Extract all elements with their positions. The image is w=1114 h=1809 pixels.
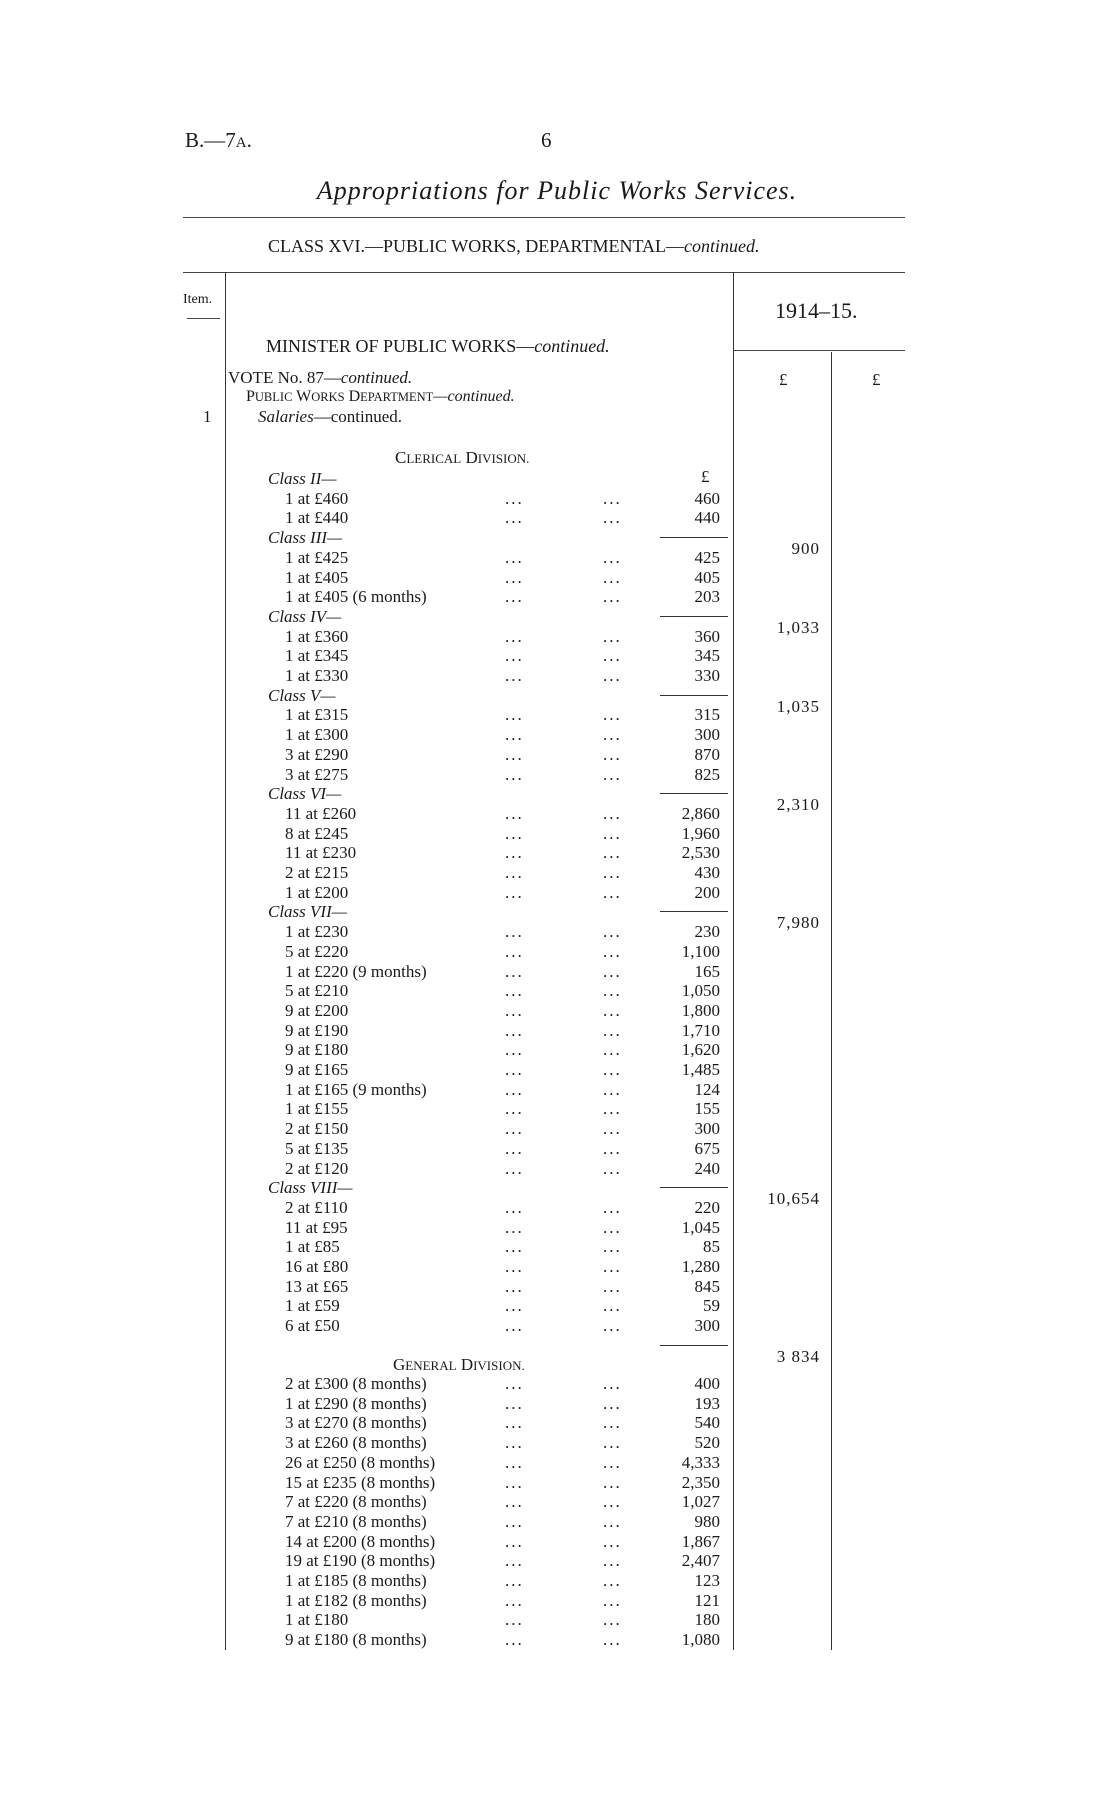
- table-row: [285, 646, 720, 666]
- row-amount: 300: [694, 1119, 720, 1139]
- leader-dots: ...: [505, 1551, 524, 1571]
- clerical-pound-symbol: £: [701, 467, 710, 486]
- row-amount: 1,867: [681, 1531, 720, 1551]
- row-label: 9 at £165: [285, 1060, 349, 1079]
- row-label: 9 at £180: [285, 1040, 349, 1060]
- leader-dots: ...: [505, 1590, 524, 1610]
- row-amount: 123: [694, 1571, 720, 1590]
- table-row: [285, 765, 720, 785]
- leader-dots: ...: [603, 725, 622, 745]
- leader-dots: ...: [505, 744, 524, 764]
- leader-dots: ...: [603, 1119, 622, 1139]
- row-label: 3 at £260 (8 months): [285, 1433, 427, 1453]
- table-row: [285, 883, 720, 903]
- leader-dots: ...: [505, 823, 524, 843]
- leader-dots: ...: [505, 764, 524, 784]
- table-row: [285, 548, 720, 568]
- table-row: [285, 1277, 720, 1297]
- leader-dots: ...: [505, 1630, 524, 1650]
- year-heading: 1914–15.: [775, 298, 858, 323]
- leader-dots: ...: [603, 1237, 622, 1257]
- leader-dots: ...: [505, 1433, 524, 1453]
- leader-dots: ...: [603, 1630, 622, 1650]
- row-amount: 193: [694, 1393, 720, 1413]
- table-row: [285, 922, 720, 942]
- leader-dots: ...: [505, 1257, 524, 1276]
- row-label: 1 at £155: [285, 1099, 349, 1119]
- row-amount: 440: [694, 508, 720, 528]
- leader-dots: ...: [603, 1590, 622, 1610]
- row-label: 1 at £230: [285, 922, 349, 942]
- row-amount: 2,350: [681, 1472, 720, 1492]
- row-label: 1 at £290 (8 months): [285, 1393, 427, 1413]
- leader-dots: ...: [603, 488, 622, 508]
- leader-dots: ...: [505, 587, 524, 607]
- table-row: [285, 824, 720, 844]
- leader-dots: ...: [505, 1119, 524, 1139]
- class-total: 1,033: [776, 617, 820, 637]
- row-amount: 870: [694, 744, 720, 764]
- row-label: 2 at £300 (8 months): [285, 1374, 427, 1393]
- row-label: 8 at £245: [285, 823, 349, 843]
- leader-dots: ...: [603, 961, 622, 981]
- leader-dots: ...: [505, 508, 524, 528]
- leader-dots: ...: [505, 626, 524, 646]
- leader-dots: ...: [505, 1237, 524, 1257]
- class-total: 1,035: [776, 696, 820, 716]
- row-label: 3 at £290: [285, 744, 349, 764]
- leader-dots: ...: [603, 587, 622, 607]
- leader-dots: ...: [603, 1472, 622, 1492]
- table-row: [285, 1139, 720, 1159]
- row-label: 1 at £85: [285, 1237, 340, 1257]
- pound-header-2: £: [872, 370, 881, 389]
- row-amount: 220: [694, 1197, 720, 1217]
- row-label: 2 at £120: [285, 1158, 349, 1178]
- table-row: [285, 1433, 720, 1453]
- leader-dots: ...: [603, 1413, 622, 1433]
- table-row: [285, 508, 720, 528]
- leader-dots: ...: [505, 843, 524, 863]
- leader-dots: ...: [603, 941, 622, 961]
- table-row: [285, 1492, 720, 1512]
- row-label: 5 at £135: [285, 1138, 349, 1158]
- leader-dots: ...: [603, 1040, 622, 1060]
- salaries-heading: Salaries—continued.: [258, 407, 403, 426]
- leader-dots: ...: [603, 1531, 622, 1551]
- row-label: 1 at £345: [285, 646, 349, 666]
- leader-dots: ...: [505, 1316, 524, 1336]
- leader-dots: ...: [603, 705, 622, 725]
- leader-dots: ...: [505, 981, 524, 1001]
- row-amount: 200: [694, 882, 720, 902]
- row-amount: 124: [694, 1079, 720, 1099]
- item-column-label: Item.: [183, 292, 213, 307]
- leader-dots: ...: [603, 1257, 622, 1276]
- vote-heading: VOTE No. 87—continued.: [228, 368, 413, 387]
- table-row: [285, 804, 720, 824]
- leader-dots: ...: [603, 1000, 622, 1020]
- class-name: Class IV—: [268, 606, 342, 626]
- row-label: 1 at £180: [285, 1610, 349, 1630]
- table-row: [285, 1218, 720, 1238]
- row-amount: 1,050: [681, 981, 720, 1001]
- row-label: 1 at £165 (9 months): [285, 1079, 427, 1099]
- leader-dots: ...: [505, 1511, 524, 1531]
- table-row: [285, 1551, 720, 1571]
- leader-dots: ...: [603, 1393, 622, 1413]
- title-rule: [183, 217, 905, 218]
- leader-dots: ...: [505, 725, 524, 745]
- leader-dots: ...: [505, 1158, 524, 1178]
- leader-dots: ...: [603, 882, 622, 902]
- table-row: [285, 1060, 720, 1080]
- row-amount: 405: [694, 567, 720, 587]
- row-amount: 520: [694, 1433, 720, 1453]
- class-heading: CLASS XVI.—PUBLIC WORKS, DEPARTMENTAL—continued.: [268, 236, 760, 256]
- document-reference: B.—7A.: [185, 128, 252, 152]
- leader-dots: ...: [603, 823, 622, 843]
- leader-dots: ...: [505, 882, 524, 902]
- table-top-rule: [183, 272, 905, 273]
- table-row: [285, 489, 720, 509]
- row-label: 3 at £270 (8 months): [285, 1413, 427, 1433]
- leader-dots: ...: [505, 1393, 524, 1413]
- row-amount: 825: [694, 764, 720, 784]
- leader-dots: ...: [603, 1316, 622, 1336]
- row-amount: 300: [694, 1316, 720, 1336]
- leader-dots: ...: [603, 1551, 622, 1571]
- class-total: 10,654: [767, 1189, 820, 1209]
- subtotal-rule: [660, 793, 728, 794]
- subtotal-rule: [660, 1187, 728, 1188]
- table-row: [285, 1119, 720, 1139]
- class-name: Class V—: [268, 685, 336, 705]
- table-row: [285, 1571, 720, 1591]
- table-row: [285, 1198, 720, 1218]
- row-amount: 300: [694, 725, 720, 745]
- row-amount: 180: [694, 1610, 720, 1630]
- table-row: [285, 1296, 720, 1316]
- row-label: 2 at £110: [285, 1197, 348, 1217]
- row-amount: 430: [694, 863, 720, 882]
- leader-dots: ...: [505, 1040, 524, 1060]
- table-row: [285, 843, 720, 863]
- table-row: [285, 1021, 720, 1041]
- row-label: 1 at £330: [285, 666, 349, 685]
- subtotal-column-divider: [831, 352, 832, 1650]
- row-label: 11 at £260: [285, 803, 357, 823]
- class-name: Class VI—: [268, 784, 342, 804]
- leader-dots: ...: [603, 1492, 622, 1512]
- row-label: 9 at £200: [285, 1000, 349, 1020]
- leader-dots: ...: [505, 1060, 524, 1079]
- row-amount: 1,710: [681, 1020, 720, 1040]
- subtotal-rule: [660, 537, 728, 538]
- leader-dots: ...: [603, 764, 622, 784]
- table-row: [285, 1453, 720, 1473]
- leader-dots: ...: [603, 1610, 622, 1630]
- leader-dots: ...: [505, 1079, 524, 1099]
- leader-dots: ...: [603, 1060, 622, 1079]
- clerical-division-heading: CLERICAL DIVISION.: [395, 448, 530, 467]
- leader-dots: ...: [505, 666, 524, 685]
- table-row: [285, 1159, 720, 1179]
- leader-dots: ...: [603, 1276, 622, 1296]
- leader-dots: ...: [603, 626, 622, 646]
- row-label: 11 at £230: [285, 843, 357, 863]
- class-name: Class III—: [268, 528, 343, 548]
- row-label: 5 at £220: [285, 941, 349, 961]
- leader-dots: ...: [603, 1138, 622, 1158]
- row-amount: 4,333: [681, 1452, 720, 1472]
- table-row: [285, 1512, 720, 1532]
- leader-dots: ...: [505, 1610, 524, 1630]
- leader-dots: ...: [603, 1296, 622, 1316]
- table-row: [285, 1591, 720, 1611]
- item-column-divider: [225, 272, 226, 1650]
- leader-dots: ...: [505, 1492, 524, 1512]
- leader-dots: ...: [603, 1020, 622, 1040]
- leader-dots: ...: [603, 1374, 622, 1393]
- leader-dots: ...: [603, 1158, 622, 1178]
- table-row: [285, 962, 720, 982]
- row-amount: 425: [694, 547, 720, 567]
- leader-dots: ...: [603, 981, 622, 1001]
- leader-dots: ...: [603, 1099, 622, 1119]
- row-amount: 203: [694, 587, 720, 607]
- row-label: 1 at £405: [285, 567, 349, 587]
- row-label: 6 at £50: [285, 1316, 340, 1336]
- item-number: 1: [203, 407, 212, 426]
- row-label: 1 at £315: [285, 705, 349, 725]
- leader-dots: ...: [505, 547, 524, 567]
- row-amount: 155: [694, 1099, 720, 1119]
- leader-dots: ...: [603, 1452, 622, 1472]
- row-amount: 845: [694, 1276, 720, 1296]
- table-row: [285, 1374, 720, 1394]
- row-label: 16 at £80: [285, 1257, 349, 1276]
- row-amount: 400: [694, 1374, 720, 1393]
- table-row: [285, 1237, 720, 1257]
- table-row: [285, 863, 720, 883]
- class-total: 7,980: [776, 913, 820, 933]
- row-amount: 2,530: [681, 843, 720, 863]
- row-label: 13 at £65: [285, 1276, 349, 1296]
- row-label: 1 at £200: [285, 882, 349, 902]
- leader-dots: ...: [505, 1472, 524, 1492]
- leader-dots: ...: [603, 803, 622, 823]
- table-row: [285, 745, 720, 765]
- leader-dots: ...: [505, 1197, 524, 1217]
- row-label: 11 at £95: [285, 1217, 348, 1237]
- table-row: [285, 1080, 720, 1100]
- row-amount: 330: [694, 666, 720, 685]
- table-row: [285, 1394, 720, 1414]
- leader-dots: ...: [505, 863, 524, 882]
- row-label: 1 at £440: [285, 508, 349, 528]
- class-total: 2,310: [776, 795, 820, 815]
- row-label: 3 at £275: [285, 764, 349, 784]
- table-row: [285, 1532, 720, 1552]
- minister-heading: MINISTER OF PUBLIC WORKS—continued.: [266, 336, 610, 356]
- leader-dots: ...: [505, 961, 524, 981]
- row-label: 1 at £460: [285, 488, 349, 508]
- row-label: 1 at £360: [285, 626, 349, 646]
- row-label: 9 at £190: [285, 1020, 349, 1040]
- row-amount: 121: [694, 1590, 720, 1610]
- row-label: 26 at £250 (8 months): [285, 1452, 436, 1472]
- leader-dots: ...: [603, 863, 622, 882]
- row-amount: 1,485: [681, 1060, 720, 1079]
- leader-dots: ...: [505, 1099, 524, 1119]
- row-label: 1 at £220 (9 months): [285, 961, 427, 981]
- row-amount: 980: [694, 1511, 720, 1531]
- leader-dots: ...: [505, 941, 524, 961]
- leader-dots: ...: [505, 1571, 524, 1590]
- leader-dots: ...: [505, 1020, 524, 1040]
- leader-dots: ...: [505, 1413, 524, 1433]
- row-amount: 315: [694, 705, 720, 725]
- page-title: Appropriations for Public Works Services.: [316, 176, 798, 205]
- class-name: Class VII—: [268, 902, 347, 922]
- row-amount: 240: [694, 1158, 720, 1178]
- table-row: [285, 568, 720, 588]
- row-label: 1 at £425: [285, 547, 349, 567]
- table-row: [285, 1257, 720, 1277]
- leader-dots: ...: [505, 1374, 524, 1393]
- total-column-divider: [733, 272, 734, 1650]
- table-row: [285, 1316, 720, 1336]
- row-amount: 1,100: [681, 941, 720, 961]
- leader-dots: ...: [603, 1197, 622, 1217]
- row-amount: 1,800: [681, 1000, 720, 1020]
- leader-dots: ...: [603, 922, 622, 942]
- table-row: [285, 1001, 720, 1021]
- subtotal-rule: [660, 1345, 728, 1346]
- row-amount: 1,045: [681, 1217, 720, 1237]
- leader-dots: ...: [603, 646, 622, 666]
- row-amount: 1,080: [681, 1630, 720, 1650]
- pound-header-1: £: [779, 370, 788, 389]
- leader-dots: ...: [505, 803, 524, 823]
- leader-dots: ...: [603, 1511, 622, 1531]
- table-row: [285, 627, 720, 647]
- leader-dots: ...: [505, 1138, 524, 1158]
- leader-dots: ...: [603, 666, 622, 685]
- class-name: Class VIII—: [268, 1178, 353, 1198]
- table-row: [285, 1413, 720, 1433]
- table-row: [285, 1099, 720, 1119]
- table-row: [285, 725, 720, 745]
- table-row: [285, 981, 720, 1001]
- class-total: 900: [791, 539, 820, 559]
- row-amount: 1,280: [681, 1257, 720, 1276]
- row-amount: 1,027: [681, 1492, 720, 1512]
- table-row: [285, 1040, 720, 1060]
- row-amount: 1,960: [681, 823, 720, 843]
- row-amount: 1,620: [681, 1040, 720, 1060]
- row-amount: 230: [694, 922, 720, 942]
- class-name: Class II—: [268, 469, 337, 488]
- row-label: 19 at £190 (8 months): [285, 1551, 436, 1571]
- table-row: [285, 1473, 720, 1493]
- row-amount: 59: [703, 1296, 720, 1316]
- leader-dots: ...: [603, 1433, 622, 1453]
- table-row: [285, 666, 720, 686]
- leader-dots: ...: [505, 567, 524, 587]
- table-row: [285, 587, 720, 607]
- leader-dots: ...: [603, 1571, 622, 1590]
- subtotal-rule: [660, 911, 728, 912]
- leader-dots: ...: [603, 508, 622, 528]
- leader-dots: ...: [505, 646, 524, 666]
- row-label: 1 at £59: [285, 1296, 340, 1316]
- row-label: 15 at £235 (8 months): [285, 1472, 436, 1492]
- department-heading: PUBLIC WORKS DEPARTMENT—continued.: [246, 388, 515, 405]
- leader-dots: ...: [505, 922, 524, 942]
- row-label: 1 at £182 (8 months): [285, 1590, 427, 1610]
- class-total: 3 834: [776, 1346, 820, 1366]
- table-row: [285, 705, 720, 725]
- row-label: 1 at £185 (8 months): [285, 1571, 427, 1590]
- row-amount: 540: [694, 1413, 720, 1433]
- row-amount: 360: [694, 626, 720, 646]
- row-label: 2 at £215: [285, 863, 349, 882]
- leader-dots: ...: [603, 744, 622, 764]
- leader-dots: ...: [505, 1531, 524, 1551]
- row-amount: 460: [694, 488, 720, 508]
- row-amount: 165: [694, 961, 720, 981]
- row-label: 1 at £300: [285, 725, 349, 745]
- row-amount: 2,407: [681, 1551, 720, 1571]
- item-label-rule: [187, 318, 220, 319]
- leader-dots: ...: [603, 843, 622, 863]
- table-row: [285, 1630, 720, 1650]
- row-label: 1 at £405 (6 months): [285, 587, 427, 607]
- row-label: 7 at £210 (8 months): [285, 1511, 427, 1531]
- leader-dots: ...: [505, 1217, 524, 1237]
- row-label: 9 at £180 (8 months): [285, 1630, 427, 1650]
- leader-dots: ...: [505, 1276, 524, 1296]
- row-amount: 345: [694, 646, 720, 666]
- general-division-heading: GENERAL DIVISION.: [393, 1355, 525, 1374]
- table-row: [285, 1610, 720, 1630]
- subtotal-rule: [660, 616, 728, 617]
- row-label: 7 at £220 (8 months): [285, 1492, 427, 1512]
- row-amount: 675: [694, 1138, 720, 1158]
- leader-dots: ...: [603, 547, 622, 567]
- row-label: 14 at £200 (8 months): [285, 1531, 436, 1551]
- leader-dots: ...: [505, 1296, 524, 1316]
- year-rule: [733, 350, 905, 351]
- row-amount: 2,860: [681, 803, 720, 823]
- table-row: [285, 942, 720, 962]
- page-number: 6: [541, 128, 552, 152]
- leader-dots: ...: [603, 1217, 622, 1237]
- leader-dots: ...: [505, 488, 524, 508]
- subtotal-rule: [660, 695, 728, 696]
- leader-dots: ...: [603, 1079, 622, 1099]
- row-amount: 85: [703, 1237, 720, 1257]
- leader-dots: ...: [505, 1452, 524, 1472]
- row-label: 5 at £210: [285, 981, 349, 1001]
- leader-dots: ...: [603, 567, 622, 587]
- row-label: 2 at £150: [285, 1119, 349, 1139]
- leader-dots: ...: [505, 705, 524, 725]
- leader-dots: ...: [505, 1000, 524, 1020]
